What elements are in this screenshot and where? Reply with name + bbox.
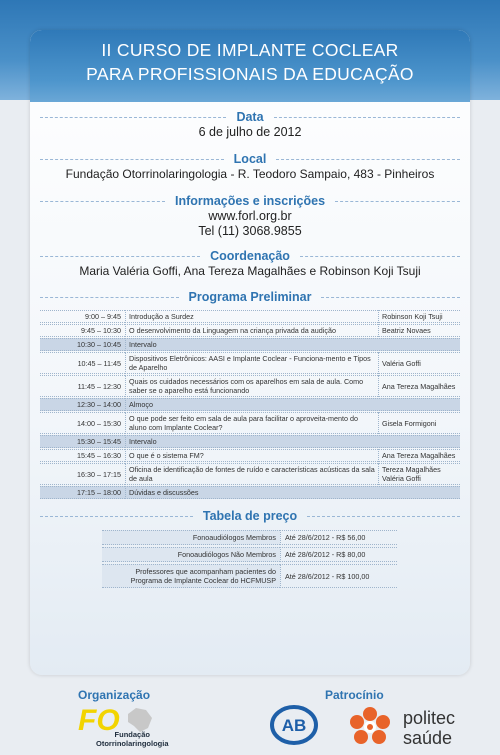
programa-time: 11:45 – 12:30 — [40, 375, 125, 397]
programa-time: 15:30 – 15:45 — [40, 435, 125, 448]
coord-heading: Coordenação — [30, 248, 470, 264]
info-heading: Informações e inscrições — [30, 193, 470, 209]
programa-time: 10:45 – 11:45 — [40, 352, 125, 374]
preco-row — [102, 547, 397, 562]
programa-topic: Oficina de identificação de fontes de ruído e características acústicas da sala de aula — [125, 463, 378, 485]
local-value: Fundação Otorrinolaringologia - R. Teodoro Sampaio, 483 - Pinheiros — [65, 167, 435, 181]
programa-topic: Dispositivos Eletrônicos: AASI e Implante Coclear - Funciona-mento e Tipos de Aparelho — [125, 352, 378, 374]
programa-row — [40, 486, 460, 499]
section-coord — [30, 248, 470, 279]
programa-row — [40, 310, 460, 323]
programa-topic: Introdução a Surdez — [125, 310, 378, 323]
programa-time: 15:45 – 16:30 — [40, 449, 125, 462]
programa-row — [40, 375, 460, 397]
programa-topic: Dúvidas e discussões — [125, 486, 460, 499]
flyer-title — [30, 30, 470, 102]
preco-category: Fonoaudiólogos Membros — [102, 530, 280, 545]
programa-row — [40, 463, 460, 485]
programa-speaker: Ana Tereza Magalhães — [378, 375, 460, 397]
ab-logo — [270, 705, 318, 745]
ab-mark: AB — [281, 716, 307, 735]
fo-mark: FO — [78, 704, 120, 737]
title-line-1: II CURSO DE IMPLANTE COCLEAR — [101, 40, 399, 60]
preco-category: Fonoaudiólogos Não Membros — [102, 547, 280, 562]
programa-row — [40, 324, 460, 337]
programa-speaker: Valéria Goffi — [378, 352, 460, 374]
fo-subtitle: Fundação Otorrinolaringologia — [96, 730, 169, 748]
programa-heading: Programa Preliminar — [30, 289, 470, 305]
programa-table — [40, 309, 460, 500]
coord-value: Maria Valéria Goffi, Ana Tereza Magalhães e Robinson Koji Tsuji — [79, 264, 421, 278]
preco-value: Até 28/6/2012 - R$ 56,00 — [280, 530, 397, 545]
section-data — [30, 109, 470, 140]
programa-topic: Intervalo — [125, 435, 460, 448]
programa-row — [40, 435, 460, 448]
section-preco — [30, 508, 470, 524]
section-local — [30, 151, 470, 182]
programa-time: 9:00 – 9:45 — [40, 310, 125, 323]
programa-topic: Almoço — [125, 398, 460, 411]
programa-topic: Quais os cuidados necessários com os aparelhos em sala de aula. Como saber se o aparelho está funcionando — [125, 375, 378, 397]
programa-time: 14:00 – 15:30 — [40, 412, 125, 434]
programa-time: 16:30 – 17:15 — [40, 463, 125, 485]
flyer-card — [30, 30, 470, 675]
preco-value: Até 28/6/2012 - R$ 80,00 — [280, 547, 397, 562]
local-heading: Local — [30, 151, 470, 167]
programa-topic: O que é o sistema FM? — [125, 449, 378, 462]
preco-table — [102, 528, 397, 590]
programa-time: 17:15 – 18:00 — [40, 486, 125, 499]
programa-speaker: Ana Tereza Magalhães — [378, 449, 460, 462]
data-value: 6 de julho de 2012 — [198, 125, 302, 139]
programa-time: 9:45 – 10:30 — [40, 324, 125, 337]
programa-time: 12:30 – 14:00 — [40, 398, 125, 411]
preco-heading: Tabela de preço — [30, 508, 470, 524]
programa-time: 10:30 – 10:45 — [40, 338, 125, 351]
programa-speaker: Beatriz Novaes — [378, 324, 460, 337]
org-label: Organização — [78, 688, 151, 702]
pat-label: Patrocínio — [325, 688, 384, 702]
programa-row — [40, 398, 460, 411]
programa-row — [40, 338, 460, 351]
preco-row — [102, 564, 397, 588]
fundacao-logo — [78, 704, 188, 754]
data-heading: Data — [30, 109, 470, 125]
preco-row — [102, 530, 397, 545]
programa-speaker: Tereza Magalhães Valéria Goffi — [378, 463, 460, 485]
programa-row — [40, 449, 460, 462]
footer — [0, 680, 500, 755]
politec-logo — [345, 704, 465, 750]
section-programa — [30, 289, 470, 305]
politec-flower-icon — [345, 704, 395, 750]
info-tel: Tel (11) 3068.9855 — [198, 224, 302, 238]
preco-category: Professores que acompanham pacientes do Programa de Implante Coclear do HCFMUSP — [102, 564, 280, 588]
programa-topic: O desenvolvimento da Linguagem na criança privada da audição — [125, 324, 378, 337]
programa-topic: O que pode ser feito em sala de aula para facilitar o aproveita-mento do aluno com Implante Coclear? — [125, 412, 378, 434]
preco-value: Até 28/6/2012 - R$ 100,00 — [280, 564, 397, 588]
programa-row — [40, 412, 460, 434]
title-line-2: PARA PROFISSIONAIS DA EDUCAÇÃO — [86, 64, 414, 84]
info-site: www.forl.org.br — [208, 209, 292, 223]
politec-name: politec saúde — [403, 708, 456, 748]
programa-topic: Intervalo — [125, 338, 460, 351]
section-info — [30, 193, 470, 239]
programa-row — [40, 352, 460, 374]
programa-speaker: Gisela Formigoni — [378, 412, 460, 434]
programa-speaker: Robinson Koji Tsuji — [378, 310, 460, 323]
